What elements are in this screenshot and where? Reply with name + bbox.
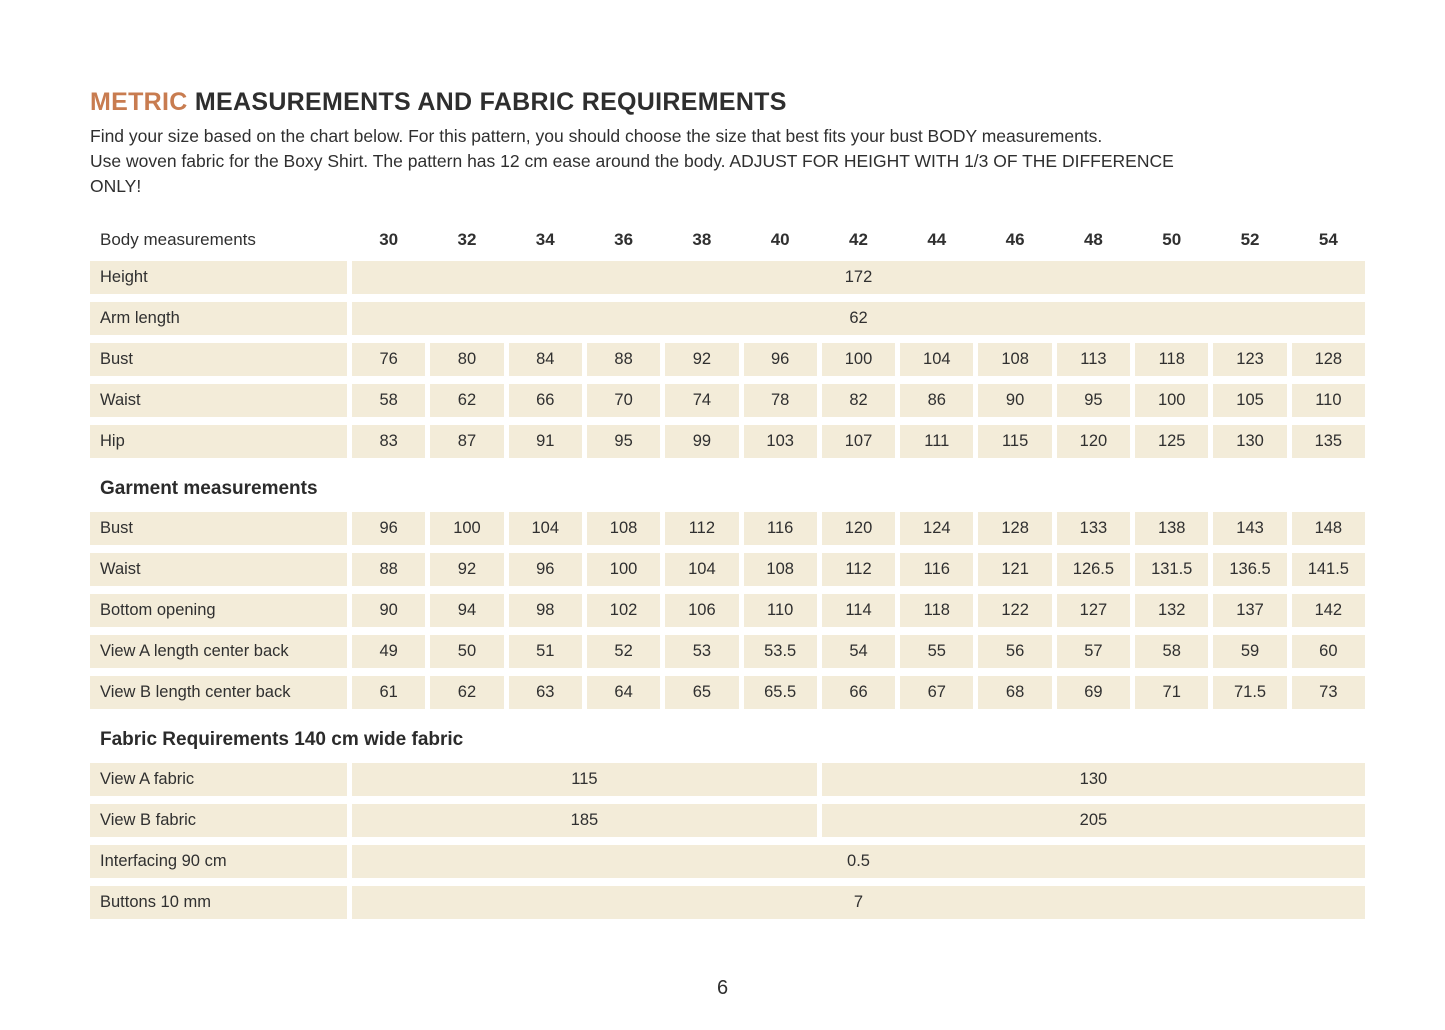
value-cell: 76 — [352, 343, 425, 376]
value-cell: 91 — [509, 425, 582, 458]
span-value-cell: 7 — [352, 886, 1365, 919]
value-cell: 68 — [978, 676, 1051, 709]
size-column-header: 40 — [770, 230, 790, 249]
value-cell: 73 — [1292, 676, 1365, 709]
value-cell: 63 — [509, 676, 582, 709]
value-cell: 95 — [1057, 384, 1130, 417]
size-table — [90, 227, 1365, 919]
value-cell: 124 — [900, 512, 973, 545]
value-cell: 100 — [587, 553, 660, 586]
value-cell: 118 — [900, 594, 973, 627]
value-cell: 69 — [1057, 676, 1130, 709]
value-cell: 62 — [430, 676, 503, 709]
value-cell: 57 — [1057, 635, 1130, 668]
row-label: Bust — [90, 343, 347, 376]
span-value-cell-left: 115 — [352, 763, 817, 796]
intro-line: ONLY! — [90, 176, 142, 196]
value-cell: 71 — [1135, 676, 1208, 709]
value-cell: 92 — [430, 553, 503, 586]
value-cell: 131.5 — [1135, 553, 1208, 586]
value-cell: 114 — [822, 594, 895, 627]
value-cell: 141.5 — [1292, 553, 1365, 586]
span-value-cell: 172 — [352, 261, 1365, 294]
value-cell: 52 — [587, 635, 660, 668]
value-cell: 95 — [587, 425, 660, 458]
size-column-header: 52 — [1240, 230, 1260, 249]
value-cell: 86 — [900, 384, 973, 417]
value-cell: 136.5 — [1213, 553, 1286, 586]
value-cell: 99 — [665, 425, 738, 458]
value-cell: 54 — [822, 635, 895, 668]
value-cell: 71.5 — [1213, 676, 1286, 709]
row-label: Bust — [90, 512, 347, 545]
value-cell: 74 — [665, 384, 738, 417]
value-cell: 108 — [587, 512, 660, 545]
value-cell: 67 — [900, 676, 973, 709]
value-cell: 80 — [430, 343, 503, 376]
size-column-header: 42 — [849, 230, 868, 249]
section-heading: Fabric Requirements 140 cm wide fabric — [100, 729, 464, 750]
value-cell: 102 — [587, 594, 660, 627]
section-heading: Garment measurements — [100, 478, 318, 499]
value-cell: 112 — [665, 512, 738, 545]
value-cell: 120 — [1057, 425, 1130, 458]
value-cell: 120 — [822, 512, 895, 545]
value-cell: 122 — [978, 594, 1051, 627]
value-cell: 49 — [352, 635, 425, 668]
page-title — [90, 88, 1365, 117]
page-title-accent: METRIC — [90, 88, 188, 116]
value-cell: 123 — [1213, 343, 1286, 376]
size-column-header: 46 — [1005, 230, 1025, 249]
value-cell: 65.5 — [744, 676, 817, 709]
value-cell: 83 — [352, 425, 425, 458]
value-cell: 50 — [430, 635, 503, 668]
size-column-header: 30 — [379, 230, 399, 249]
value-cell: 100 — [822, 343, 895, 376]
intro-line: Find your size based on the chart below. For this pattern, you should choose the size that best fits your bust BODY measurements. — [90, 126, 1103, 146]
value-cell: 108 — [744, 553, 817, 586]
value-cell: 138 — [1135, 512, 1208, 545]
value-cell: 58 — [352, 384, 425, 417]
value-cell: 53 — [665, 635, 738, 668]
value-cell: 104 — [509, 512, 582, 545]
value-cell: 113 — [1057, 343, 1130, 376]
value-cell: 66 — [822, 676, 895, 709]
row-label: Arm length — [90, 302, 347, 335]
row-label: View A fabric — [90, 763, 347, 796]
size-column-header: 50 — [1162, 230, 1182, 249]
value-cell: 108 — [978, 343, 1051, 376]
value-cell: 70 — [587, 384, 660, 417]
value-cell: 87 — [430, 425, 503, 458]
value-cell: 110 — [1292, 384, 1365, 417]
value-cell: 96 — [352, 512, 425, 545]
value-cell: 111 — [900, 425, 973, 458]
value-cell: 90 — [978, 384, 1051, 417]
row-label: Interfacing 90 cm — [90, 845, 347, 878]
value-cell: 104 — [900, 343, 973, 376]
value-cell: 121 — [978, 553, 1051, 586]
value-cell: 94 — [430, 594, 503, 627]
row-label: View B length center back — [90, 676, 347, 709]
size-column-header: 54 — [1318, 230, 1338, 249]
value-cell: 55 — [900, 635, 973, 668]
value-cell: 98 — [509, 594, 582, 627]
value-cell: 60 — [1292, 635, 1365, 668]
intro-paragraph — [90, 124, 1365, 199]
value-cell: 88 — [587, 343, 660, 376]
row-label: View A length center back — [90, 635, 347, 668]
row-label: Waist — [90, 384, 347, 417]
size-column-header: 44 — [927, 230, 947, 249]
value-cell: 128 — [1292, 343, 1365, 376]
value-cell: 65 — [665, 676, 738, 709]
value-cell: 103 — [744, 425, 817, 458]
value-cell: 96 — [509, 553, 582, 586]
value-cell: 107 — [822, 425, 895, 458]
value-cell: 112 — [822, 553, 895, 586]
table-corner-label: Body measurements — [100, 230, 256, 249]
value-cell: 59 — [1213, 635, 1286, 668]
value-cell: 137 — [1213, 594, 1286, 627]
size-column-header: 34 — [535, 230, 555, 249]
value-cell: 66 — [509, 384, 582, 417]
size-column-header: 48 — [1083, 230, 1103, 249]
span-value-cell: 0.5 — [352, 845, 1365, 878]
value-cell: 142 — [1292, 594, 1365, 627]
value-cell: 127 — [1057, 594, 1130, 627]
row-label: Bottom opening — [90, 594, 347, 627]
value-cell: 133 — [1057, 512, 1130, 545]
page-title-main: MEASUREMENTS AND FABRIC REQUIREMENTS — [187, 88, 787, 116]
size-column-header: 38 — [692, 230, 712, 249]
value-cell: 78 — [744, 384, 817, 417]
value-cell: 62 — [430, 384, 503, 417]
value-cell: 51 — [509, 635, 582, 668]
value-cell: 106 — [665, 594, 738, 627]
intro-line: Use woven fabric for the Boxy Shirt. The pattern has 12 cm ease around the body. ADJUST FOR HEIGHT WITH 1/3 OF THE DIFFERENCE — [90, 151, 1174, 171]
value-cell: 148 — [1292, 512, 1365, 545]
span-value-cell-right: 130 — [822, 763, 1365, 796]
value-cell: 100 — [1135, 384, 1208, 417]
value-cell: 105 — [1213, 384, 1286, 417]
value-cell: 56 — [978, 635, 1051, 668]
size-column-header: 32 — [457, 230, 477, 249]
value-cell: 92 — [665, 343, 738, 376]
value-cell: 115 — [978, 425, 1051, 458]
value-cell: 104 — [665, 553, 738, 586]
value-cell: 132 — [1135, 594, 1208, 627]
value-cell: 125 — [1135, 425, 1208, 458]
value-cell: 110 — [744, 594, 817, 627]
value-cell: 53.5 — [744, 635, 817, 668]
page-number: 6 — [716, 977, 729, 999]
value-cell: 143 — [1213, 512, 1286, 545]
value-cell: 90 — [352, 594, 425, 627]
value-cell: 116 — [900, 553, 973, 586]
value-cell: 135 — [1292, 425, 1365, 458]
value-cell: 96 — [744, 343, 817, 376]
value-cell: 84 — [509, 343, 582, 376]
value-cell: 130 — [1213, 425, 1286, 458]
value-cell: 128 — [978, 512, 1051, 545]
value-cell: 88 — [352, 553, 425, 586]
value-cell: 82 — [822, 384, 895, 417]
value-cell: 58 — [1135, 635, 1208, 668]
row-label: Waist — [90, 553, 347, 586]
span-value-cell-right: 205 — [822, 804, 1365, 837]
span-value-cell: 62 — [352, 302, 1365, 335]
row-label: Height — [90, 261, 347, 294]
value-cell: 116 — [744, 512, 817, 545]
value-cell: 126.5 — [1057, 553, 1130, 586]
value-cell: 100 — [430, 512, 503, 545]
size-column-header: 36 — [614, 230, 634, 249]
row-label: Buttons 10 mm — [90, 886, 347, 919]
row-label: View B fabric — [90, 804, 347, 837]
value-cell: 61 — [352, 676, 425, 709]
span-value-cell-left: 185 — [352, 804, 817, 837]
value-cell: 64 — [587, 676, 660, 709]
row-label: Hip — [90, 425, 347, 458]
value-cell: 118 — [1135, 343, 1208, 376]
